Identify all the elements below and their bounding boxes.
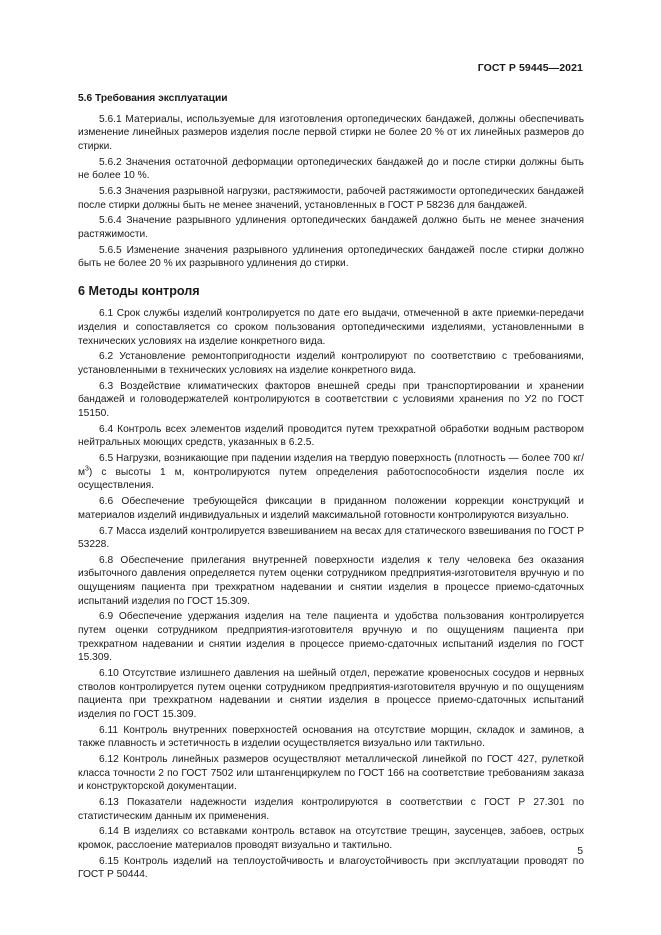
page-number: 5 bbox=[577, 846, 583, 857]
paragraph-5-6-4: 5.6.4 Значение разрывного удлинения ортопедических бандажей должно быть не менее значения растяжимости. bbox=[78, 215, 584, 240]
section-6 bbox=[78, 285, 584, 882]
subsection-heading: 5.6 Требования эксплуатации bbox=[78, 93, 228, 104]
document-code: ГОСТ Р 59445—2021 bbox=[477, 62, 583, 74]
paragraph-6-11: 6.11 Контроль внутренних поверхностей основания на отсутствие морщин, складок и заминов, а также плавность и эстетичность в изделии осуществляется визуально или тактильно. bbox=[78, 724, 584, 750]
paragraph-6-12: 6.12 Контроль линейных размеров осуществляют металлической линейкой по ГОСТ 427, рулеткой класса точности 2 по ГОСТ 7502 или штангенциркулем по ГОСТ 166 на соответствие требованиям заказа и конструкторской документации. bbox=[78, 753, 584, 793]
section-heading: 6 Методы контроля bbox=[78, 283, 200, 298]
paragraph-6-5-end: ) с высоты 1 м, контролируются путем определения работоспособности изделия после их осуществления. bbox=[78, 466, 584, 492]
paragraph-5-6-3: 5.6.3 Значения разрывной нагрузки, растяжимости, рабочей растяжимости ортопедических бандажей после стирки должны быть не менее значений, установленных в ГОСТ Р 58236 для бандажей. bbox=[78, 185, 584, 211]
paragraph-6-2: 6.2 Установление ремонтопригодности изделий контролируют по соответствию с требованиями, установленными в технических условиях на изделие конкретного вида. bbox=[78, 351, 584, 377]
paragraph-5-6-1: 5.6.1 Материалы, используемые для изготовления ортопедических бандажей, должны обеспечивать изменение линейных размеров изделия после первой стирки не более 20 % от их линейных размеров до стирки. bbox=[78, 113, 584, 152]
paragraph-6-9: 6.9 Обеспечение удержания изделия на теле пациента и удобства пользования контролируется путем оценки сотрудником предприятия-изготовителя вручную и по ощущениям пациента при трехкратном надевании и снятии изделия в процессе приемо-сдаточных испытаний изделия по ГОСТ 15.309. bbox=[78, 611, 584, 664]
paragraph-6-3: 6.3 Воздействие климатических факторов внешней среды при транспортировании и хранении бандажей и головодержателей контролируются в соответствии с условиями хранения по У2 по ГОСТ 15150. bbox=[78, 380, 584, 419]
page-content bbox=[78, 92, 584, 884]
paragraph-6-14: 6.14 В изделиях со вставками контроль вставок на отсутствие трещин, заусенцев, забоев, острых кромок, расслоение материалов проводят визуально и тактильно. bbox=[78, 826, 584, 851]
paragraph-6-10: 6.10 Отсутствие излишнего давления на шейный отдел, пережатие кровеносных сосудов и нервных стволов контролируется путем оценки сотрудником предприятия-изготовителя вручную и по ощущениям пациента при трехкратном надевании и снятии изделия в процессе приемо-сдаточных испытаний изделия по ГОСТ 15.309. bbox=[78, 668, 584, 720]
paragraph-5-6-2: 5.6.2 Значения остаточной деформации ортопедических бандажей до и после стирки должны быть не более 10 %. bbox=[78, 156, 584, 182]
subsection-5-6 bbox=[78, 92, 584, 271]
paragraph-6-7: 6.7 Масса изделий контролируется взвешиванием на весах для статического взвешивания по ГОСТ Р 53228. bbox=[78, 525, 584, 551]
paragraph-6-13: 6.13 Показатели надежности изделия контролируются в соответствии с ГОСТ Р 27.301 по статистическим данным их применения. bbox=[78, 796, 584, 822]
superscript-3: 3 bbox=[85, 465, 89, 473]
paragraph-6-1: 6.1 Срок службы изделий контролируется по дате его выдачи, отмеченной в акте приемки-передачи изделия и сопоставляется со сроком пользования ортопедическими изделиями, установленными в технических условиях на изделие конкретного вида. bbox=[78, 308, 584, 347]
paragraph-6-15: 6.15 Контроль изделий на теплоустойчивость и влагоустойчивость при эксплуатации проводят по ГОСТ Р 50444. bbox=[78, 855, 584, 881]
paragraph-6-6: 6.6 Обеспечение требующейся фиксации в приданном положении коррекции конструкций и материалов изделий индивидуальных и изделий максимальной готовности контролируются визуально. bbox=[78, 496, 584, 521]
paragraph-6-4: 6.4 Контроль всех элементов изделий проводится путем трехкратной обработки водным раствором нейтральных моющих средств, указанных в 6.2.5. bbox=[78, 423, 584, 449]
paragraph-6-5 bbox=[78, 452, 584, 493]
paragraph-6-5-start: 6.5 Нагрузки, возникающие при падении изделия на твердую поверхность (плотность — более 700 кг/м bbox=[78, 453, 584, 478]
paragraph-6-8: 6.8 Обеспечение прилегания внутренней поверхности изделия к телу человека без оказания избыточного давления определяется путем оценки сотрудником предприятия-изготовителя вручную и по ощущениям пациента при трехкратном надевании и снятии изделия в процессе приемо-сдаточных испытаний изделия по ГОСТ 15.309. bbox=[78, 554, 584, 607]
paragraph-5-6-5: 5.6.5 Изменение значения разрывного удлинения ортопедических бандажей после стирки должно быть не более 20 % их разрывного удлинения до стирки. bbox=[78, 244, 584, 270]
